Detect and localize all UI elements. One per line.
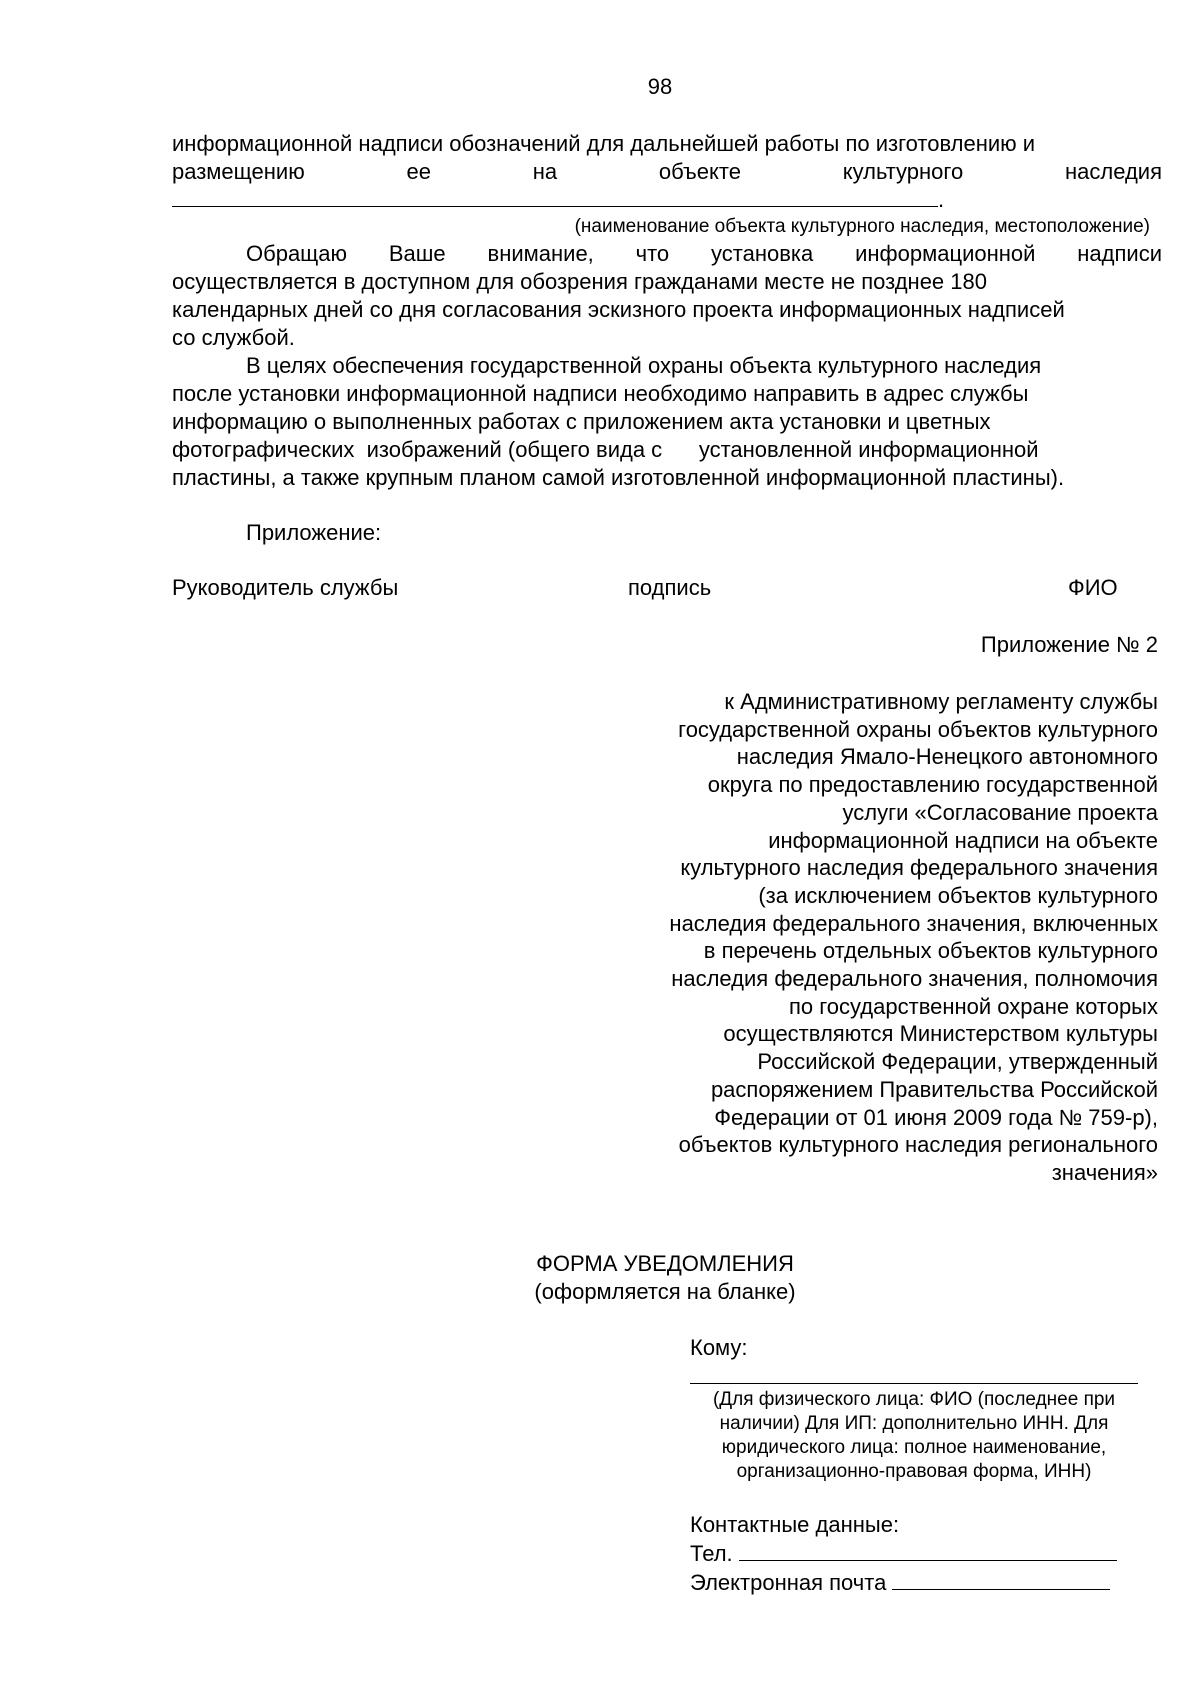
top-line-1: информационной надписи обозначений для дальнейшей работы по изготовлению и (172, 131, 1036, 156)
page-number: 98 (647, 74, 673, 99)
p1-line: со службой. (172, 325, 295, 350)
appendix-line: государственной охраны объектов культурного (678, 716, 1158, 742)
object-blank-line (172, 186, 1162, 214)
appendix-line: в перечень отдельных объектов культурного (703, 938, 1158, 964)
object-name-blank (172, 186, 938, 207)
recipient-note-line: юридического лица: полное наименование, (721, 1437, 1107, 1458)
p1-line: календарных дней со дня согласования эскизного проекта информационных надписей (172, 297, 1065, 322)
appendix-line: наследия федерального значения, полномочия (671, 966, 1158, 992)
word: культурного (842, 159, 964, 184)
phone-row (690, 1539, 1117, 1568)
word: наследия (1064, 159, 1162, 184)
top-text (172, 130, 1162, 214)
appendix-line: наследия федерального значения, включенных (669, 910, 1158, 936)
form-heading (400, 1250, 930, 1306)
top-line-2 (172, 158, 1162, 186)
email-row (690, 1568, 1117, 1597)
contacts-label: Контактные данные: (690, 1512, 900, 1537)
appendix-line: осуществляются Министерством культуры (723, 1021, 1158, 1047)
appendix-line: услуги «Согласование проекта (842, 799, 1158, 825)
word: ее (406, 159, 431, 184)
appendix-line: по государственной охране которых (789, 993, 1158, 1019)
appendix-line: (за исключением объектов культурного (758, 882, 1158, 908)
recipient-note-line: наличии) Для ИП: дополнительно ИНН. Для (719, 1413, 1109, 1434)
phone-label: Тел. (690, 1541, 733, 1566)
appendix-reference (560, 688, 1158, 1187)
contacts-block (690, 1510, 1117, 1597)
appendix-line: Российской Федерации, утвержденный (757, 1049, 1158, 1075)
signature-position: Руководитель службы (172, 575, 399, 600)
appendix-title: Приложение № 2 (980, 632, 1158, 657)
recipient-note-line: организационно-правовая форма, ИНН) (736, 1461, 1092, 1482)
recipient-blank[interactable] (690, 1383, 1138, 1384)
appendix-line: распоряжением Правительства Российской (710, 1076, 1158, 1102)
p2-line: В целях обеспечения государственной охраны объекта культурного наследия (246, 353, 1042, 378)
p1-line: осуществляется в доступном для обозрения гражданами месте не позднее 180 (172, 269, 987, 294)
recipient-note (690, 1388, 1138, 1484)
email-blank[interactable] (892, 1569, 1110, 1590)
paragraph-protection (172, 352, 1162, 492)
signature-name: ФИО (1068, 575, 1118, 600)
word: размещению (172, 159, 305, 184)
appendix-line: округа по предоставлению государственной (707, 772, 1158, 798)
recipient-label: Кому: (690, 1335, 748, 1360)
appendix-line: информационной надписи на объекте (768, 827, 1158, 853)
appendix-line: культурного наследия федерального значения (680, 855, 1158, 881)
email-label: Электронная почта (690, 1570, 887, 1595)
phone-blank[interactable] (739, 1540, 1117, 1561)
paragraph-notice (172, 240, 1162, 352)
p2-line: фотографических изображений (общего вида с установленной информационной (172, 437, 1039, 462)
p2-line: после установки информационной надписи необходимо направить в адрес службы (172, 381, 1029, 406)
object-caption: (наименование объекта культурного наследия, местоположение) (574, 216, 1150, 237)
blank-period: . (938, 187, 945, 212)
recipient-note-line: (Для физического лица: ФИО (последнее при (712, 1389, 1116, 1410)
appendix-line: наследия Ямало-Ненецкого автономного (736, 744, 1158, 770)
attachment-label: Приложение: (246, 520, 382, 545)
form-subtitle: (оформляется на бланке) (534, 1279, 796, 1304)
form-title: ФОРМА УВЕДОМЛЕНИЯ (536, 1251, 794, 1276)
appendix-line: к Административному регламенту службы (724, 689, 1158, 714)
word: на (532, 159, 558, 184)
signature-sign: подпись (628, 575, 712, 600)
appendix-line: Федерации от 01 июня 2009 года № 759-р), (714, 1104, 1158, 1130)
word: объекте (658, 159, 741, 184)
appendix-line: значения» (1051, 1159, 1158, 1185)
p1-line: Обращаю Ваше внимание, что установка информационной надписи (246, 241, 1162, 266)
p2-line: информацию о выполненных работах с приложением акта установки и цветных (172, 409, 991, 434)
appendix-line: объектов культурного наследия регионального (678, 1132, 1158, 1158)
p2-line: пластины, а также крупным планом самой изготовленной информационной пластины). (172, 465, 1065, 490)
